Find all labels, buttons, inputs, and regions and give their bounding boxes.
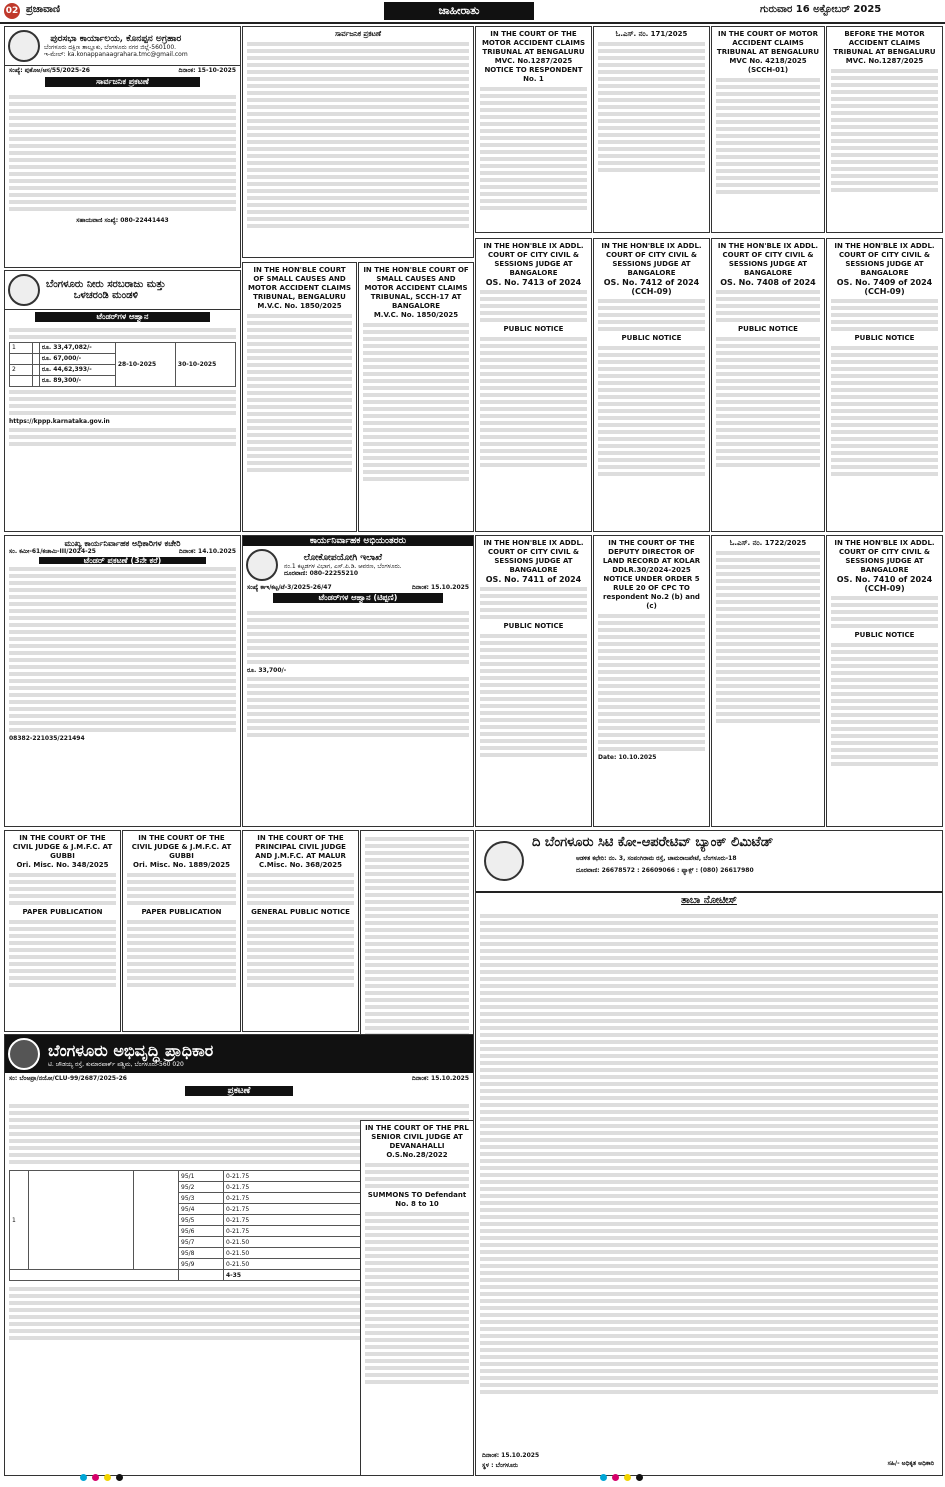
court-case-number: DDLR.30/2024-2025 <box>612 566 691 574</box>
court-notice: SUMMONS TO Defendant No. 8 to 10 <box>367 1191 467 1208</box>
ceo-phone: 08382-221035/221494 <box>9 735 85 743</box>
ad-purasabha <box>4 26 241 268</box>
page-header <box>0 0 945 24</box>
survey-area: 0-21.50 <box>224 1259 405 1270</box>
survey-area: 0-21.75 <box>224 1226 405 1237</box>
bwssb-amount-2: ರೂ. 67,000/- <box>39 354 115 365</box>
pwd-notice-title: ಟೆಂಡರ್‌ಗಳ ಆಹ್ವಾನ (ಟಿಪ್ಪಣಿ) <box>273 593 443 603</box>
survey-area: 0-21.75 <box>224 1204 405 1215</box>
kannada-case-number: ಓ.ಎಸ್. ನಂ. 171/2025 <box>615 30 688 38</box>
ad-court-os-7408 <box>711 238 825 532</box>
ad-ceo-office <box>4 535 241 827</box>
survey-number: 95/2 <box>179 1182 224 1193</box>
bcc-bank-header <box>476 831 942 893</box>
court-notice: PUBLIC NOTICE <box>854 631 915 639</box>
court-title: IN THE COURT OF THE PRINCIPAL CIVIL JUDGE AND J.M.F.C. AT MALUR <box>255 834 346 860</box>
ad-court-devanahalli <box>360 1120 474 1476</box>
ad-court-kolar-ddlr <box>593 535 710 827</box>
bank-address: ಆಡಳಿತ ಕಛೇರಿ: ನಂ. 3, ಸಂಪಂಗಿರಾಮ ರಸ್ತೆ, ಚಾಮರಾಜಪೇಟೆ, ಬೆಂಗಳೂರು-18 <box>576 855 737 862</box>
purasabha-helpline: ಸಹಾಯವಾಣಿ ಸಂಖ್ಯೆ: 080-22441443 <box>76 217 169 224</box>
ad-kannada-court-notices <box>242 26 474 258</box>
bda-address: ಟಿ. ಚೌಡಯ್ಯ ರಸ್ತೆ, ಕುಮಾರಪಾರ್ಕ್ ಪಶ್ಚಿಮ, ಬೆಂಗಳೂರು-560 020 <box>48 1060 184 1068</box>
ad-court-os-7411 <box>475 535 592 827</box>
bda-title: ಬೆಂಗಳೂರು ಅಭಿವೃದ್ಧಿ ಪ್ರಾಧಿಕಾರ <box>48 1040 214 1060</box>
pwd-address: ನಂ.1 ಕಟ್ಟಡಗಳ ವಿಭಾಗ, ಎಸ್.ಪಿ.ಡಿ. ಆವರಣ, ಬೆಂಗಳೂರು. <box>284 563 402 570</box>
ad-pwd <box>242 535 474 827</box>
ad-bwssb <box>4 270 241 532</box>
court-title: IN THE COURT OF THE CIVIL JUDGE & J.M.F.C. AT GUBBI <box>131 834 232 860</box>
ceo-date: ದಿನಾಂಕ: 14.10.2025 <box>178 548 236 555</box>
bwssb-title: ಬೆಂಗಳೂರು ನೀರು ಸರಬರಾಜು ಮತ್ತು <box>46 279 166 290</box>
ad-court-gubbi-1 <box>4 830 121 1032</box>
ad-court-malur <box>242 830 359 1032</box>
bank-place: ಸ್ಥಳ : ಬೆಂಗಳೂರು <box>482 1462 519 1469</box>
bda-survey-table: 1 95/1 0-21.75 95/2 0-21.75 95/3 0-21.75 95/4 0-21.75 95/5 0-21.75 95/6 0-21.75 95/7 0-21.50 95/8 0-21.50 95/9 0-21.50 4-35 <box>9 1170 469 1281</box>
reg-mark-yellow <box>104 1474 111 1481</box>
survey-area: 0-21.50 <box>224 1248 405 1259</box>
bwssb-date-2: 30-10-2025 <box>175 343 235 387</box>
ad-court-os-7410 <box>826 535 943 827</box>
ad-kannada-notice-3 <box>711 535 825 827</box>
ad-court-os-7409 <box>826 238 943 532</box>
reg-mark-yellow <box>624 1474 631 1481</box>
court-case-number: MVC. No.1287/2025 <box>494 57 573 65</box>
pwd-date: ದಿನಾಂಕ: 15.10.2025 <box>411 584 469 591</box>
ad-bcc-bank <box>475 830 943 1476</box>
survey-number: 95/8 <box>179 1248 224 1259</box>
bwssb-tender-table: 1 ರೂ. 33,47,082/- 28-10-2025 30-10-2025 ರೂ. 67,000/- 2 ರೂ. 44,62,393/- ರೂ. 89,300/- <box>9 342 236 387</box>
court-notice: PUBLIC NOTICE <box>503 325 564 333</box>
bank-title: ದಿ ಬೆಂಗಳೂರು ಸಿಟಿ ಕೋ-ಆಪರೇಟಿವ್ ಬ್ಯಾಂಕ್ ಲಿಮಿಟೆಡ್ <box>532 835 774 850</box>
court-notice: PAPER PUBLICATION <box>22 908 103 916</box>
court-case-number: O.S.No.28/2022 <box>386 1151 448 1159</box>
reg-mark-cyan <box>600 1474 607 1481</box>
court-title: IN THE COURT OF THE DEPUTY DIRECTOR OF LAND RECORD AT KOLAR <box>602 539 701 565</box>
court-case-number: OS. No. 7408 of 2024 <box>720 278 816 287</box>
paper-name: ಪ್ರಜಾವಾಣಿ <box>26 4 61 15</box>
purasabha-notice-title: ಸಾರ್ವಜನಿಕ ಪ್ರಕಟಣೆ <box>45 77 200 87</box>
court-title: BEFORE THE MOTOR ACCIDENT CLAIMS TRIBUNAL AT BENGALURU <box>833 30 936 56</box>
court-title: IN THE HON'BLE IX ADDL. COURT OF CITY CIVIL & SESSIONS JUDGE AT BANGALORE <box>483 539 584 574</box>
bwssb-amount-3: ರೂ. 44,62,393/- <box>39 365 115 376</box>
bwssb-logo-icon <box>8 274 40 306</box>
court-case-number: OS. No. 7413 of 2024 <box>485 278 582 287</box>
court-case-number: M.V.C. No. 1850/2025 <box>373 311 459 319</box>
court-case-number: Ori. Misc. No. 1889/2025 <box>133 861 230 869</box>
bwssb-date-1: 28-10-2025 <box>115 343 175 387</box>
court-case-number: OS. No. 7411 of 2024 <box>485 575 582 584</box>
court-notice: PUBLIC NOTICE <box>503 622 564 630</box>
survey-number: 95/5 <box>179 1215 224 1226</box>
reg-mark-cyan <box>80 1474 87 1481</box>
court-notice: PUBLIC NOTICE <box>854 334 915 342</box>
reg-mark-black <box>116 1474 123 1481</box>
purasabha-date: ದಿನಾಂಕ: 15-10-2025 <box>178 67 236 74</box>
pwd-title: ಕಾರ್ಯನಿರ್ವಾಹಕ ಅಭಿಯಂತರರು <box>243 536 473 546</box>
bank-signoff: ಸಹಿ/- ಅಧಿಕೃತ ಅಧಿಕಾರಿ <box>887 1460 934 1467</box>
court-title: IN THE HON'BLE IX ADDL. COURT OF CITY CIVIL & SESSIONS JUDGE AT BANGALORE <box>834 242 935 277</box>
pwd-subtitle: ಲೋಕೋಪಯೋಗಿ ಇಲಾಖೆ <box>303 553 383 563</box>
court-title: IN THE HON'BLE IX ADDL. COURT OF CITY CIVIL & SESSIONS JUDGE AT BANGALORE <box>483 242 584 277</box>
ad-kannada-notice-2 <box>593 26 710 233</box>
survey-number: 95/3 <box>179 1193 224 1204</box>
court-title: IN THE HON'BLE IX ADDL. COURT OF CITY CIVIL & SESSIONS JUDGE AT BANGALORE <box>601 242 702 277</box>
court-case-number: MVC No. 4218/2025 (SCCH-01) <box>729 57 807 74</box>
court-case-number: M.V.C. No. 1850/2025 <box>257 302 342 310</box>
ad-court-gubbi-2 <box>122 830 241 1032</box>
survey-area: 0-21.75 <box>224 1193 405 1204</box>
court-notice: PUBLIC NOTICE <box>621 334 682 342</box>
ceo-notice-title: ಟೆಂಡರ್ ಪ್ರಕಟಣೆ (3ನೇ ಕರೆ) <box>39 557 206 564</box>
bwssb-title2: ಒಳಚರಂಡಿ ಮಂಡಳಿ <box>73 290 138 301</box>
survey-area: 0-21.75 <box>224 1215 405 1226</box>
bwssb-amount-1: ರೂ. 33,47,082/- <box>39 343 115 354</box>
pwd-emblem-icon <box>246 549 278 581</box>
bank-phone: ದೂರವಾಣಿ: 26678572 : 26609066 : ಫ್ಯಾಕ್ಸ್ : (080) 26617980 <box>576 867 754 874</box>
date-line: ಗುರುವಾರ 16 ಅಕ್ಟೋಬರ್ 2025 <box>760 4 882 15</box>
court-notice: GENERAL PUBLIC NOTICE <box>251 908 350 916</box>
ad-court-mact-1 <box>475 26 592 233</box>
ad-court-os-7412 <box>593 238 710 532</box>
survey-number: 95/9 <box>179 1259 224 1270</box>
kannada-notice-title: ಸಾರ್ವಜನಿಕ ಪ್ರಕಟಣೆ <box>334 30 382 38</box>
ad-court-small-causes-a <box>242 262 357 532</box>
court-title: IN THE COURT OF THE CIVIL JUDGE & J.M.F.C. AT GUBBI <box>12 834 113 860</box>
bda-logo-icon <box>8 1038 40 1070</box>
purasabha-subtitle: ಬೆಂಗಳೂರು ದಕ್ಷಿಣ ತಾಲ್ಲೂಕು, ಬೆಂಗಳೂರು ನಗರ ಜಿಲ್ಲೆ-560100. <box>44 44 177 51</box>
survey-area: 0-21.75 <box>224 1171 405 1182</box>
bwssb-tender-title: ಟೆಂಡರ್‌ಗಳ ಆಹ್ವಾನ <box>35 312 210 322</box>
court-title: IN THE HON'BLE IX ADDL. COURT OF CITY CIVIL & SESSIONS JUDGE AT BANGALORE <box>834 539 935 574</box>
court-title: IN THE COURT OF MOTOR ACCIDENT CLAIMS TRIBUNAL AT BENGALURU <box>716 30 820 56</box>
survey-number: 95/4 <box>179 1204 224 1215</box>
survey-number: 95/7 <box>179 1237 224 1248</box>
reg-mark-magenta <box>92 1474 99 1481</box>
court-case-number: OS. No. 7409 of 2024 (CCH-09) <box>836 278 933 296</box>
purasabha-email: ಇ-ಮೇಲ್: ka.konappanaagrahara.tmc@gmail.com <box>44 51 188 58</box>
court-title: IN THE HON'BLE IX ADDL. COURT OF CITY CIVIL & SESSIONS JUDGE AT BANGALORE <box>717 242 819 277</box>
kannada-case-number: ಓ.ಎಸ್. ನಂ. 1722/2025 <box>729 539 807 547</box>
ad-court-os-7413 <box>475 238 592 532</box>
pwd-amount: ರೂ. 33,700/- <box>247 667 287 674</box>
ad-court-mvc-1287 <box>826 26 943 233</box>
bank-logo-icon <box>484 841 524 881</box>
survey-area: 0-21.50 <box>224 1237 405 1248</box>
survey-area: 0-21.75 <box>224 1182 405 1193</box>
ceo-ref: ಸಂ. ಕಮೀ-61/ಕಚಾಮಿ-III/2024-25 <box>9 548 96 555</box>
bda-ref: ಸಂ: ಬೆಂಅಪ್ರಾ/ನಯೋ/CLU-99/2687/2025-26 <box>9 1075 127 1082</box>
court-case-number: C.Misc. No. 368/2025 <box>259 861 342 869</box>
court-notice: PUBLIC NOTICE <box>738 325 798 333</box>
survey-total: 4-35 <box>224 1270 405 1281</box>
page-number: 02 <box>4 3 20 19</box>
court-notice: PAPER PUBLICATION <box>141 908 222 916</box>
bwssb-website-link[interactable]: https://kppp.karnataka.gov.in <box>9 418 110 425</box>
bank-notice-title: ತಾಬಾ ನೋಟೀಸ್ <box>681 895 737 906</box>
reg-mark-magenta <box>612 1474 619 1481</box>
pwd-phone: ದೂರವಾಣಿ: 080-22255210 <box>284 570 358 577</box>
ad-court-small-causes-b <box>358 262 474 532</box>
ceo-title: ಮುಖ್ಯ ಕಾರ್ಯನಿರ್ವಾಹಕ ಅಧಿಕಾರಿಗಳ ಕಚೇರಿ <box>64 539 181 548</box>
court-notice: NOTICE TO RESPONDENT No. 1 <box>484 66 583 83</box>
bda-date: ದಿನಾಂಕ: 15.10.2025 <box>411 1075 469 1082</box>
court-title: IN THE COURT OF THE PRL SENIOR CIVIL JUDGE AT DEVANAHALLI <box>365 1124 469 1150</box>
court-date: Date: 10.10.2025 <box>598 754 657 761</box>
bda-notice-title: ಪ್ರಕಟಣೆ <box>185 1086 293 1096</box>
purasabha-title: ಪುರಸಭಾ ಕಾರ್ಯಾಲಯ, ಕೊನಪ್ಪನ ಅಗ್ರಹಾರ <box>50 34 182 44</box>
govt-emblem-icon <box>8 30 40 62</box>
ad-court-mvc-4218 <box>711 26 825 233</box>
court-title: IN THE HON'BLE COURT OF SMALL CAUSES AND MOTOR ACCIDENT CLAIMS TRIBUNAL, SCCH-17 AT BANGALORE <box>363 266 469 310</box>
court-notice: NOTICE UNDER ORDER 5 RULE 20 OF CPC TO respondent No.2 (b) and (c) <box>603 575 700 610</box>
court-case-number: OS. No. 7412 of 2024 (CCH-09) <box>603 278 700 296</box>
court-title: IN THE COURT OF THE MOTOR ACCIDENT CLAIMS TRIBUNAL AT BENGALURU <box>481 30 586 56</box>
court-case-number: MVC. No.1287/2025 <box>845 57 924 65</box>
section-title: ಜಾಹೀರಾತು <box>384 2 534 20</box>
survey-number: 95/6 <box>179 1226 224 1237</box>
bwssb-amount-4: ರೂ. 89,300/- <box>39 376 115 387</box>
pwd-ref: ಸಂಖ್ಯೆ ಕಾಇ/ಕಟ್ಟ/ಟೆ-3/2025-26/47 <box>247 584 332 591</box>
purasabha-ref: ಸಂಖ್ಯೆ: ಪುಕೊಅ/ಆಸ/55/2025-26 <box>9 67 90 74</box>
survey-number: 95/1 <box>179 1171 224 1182</box>
court-case-number: OS. No. 7410 of 2024 (CCH-09) <box>836 575 933 593</box>
court-case-number: Ori. Misc. No. 348/2025 <box>16 861 109 869</box>
reg-mark-black <box>636 1474 643 1481</box>
purasabha-body <box>5 89 240 217</box>
bank-date: ದಿನಾಂಕ: 15.10.2025 <box>482 1452 540 1459</box>
court-title: IN THE HON'BLE COURT OF SMALL CAUSES AND MOTOR ACCIDENT CLAIMS TRIBUNAL, BENGALURU <box>247 266 352 301</box>
